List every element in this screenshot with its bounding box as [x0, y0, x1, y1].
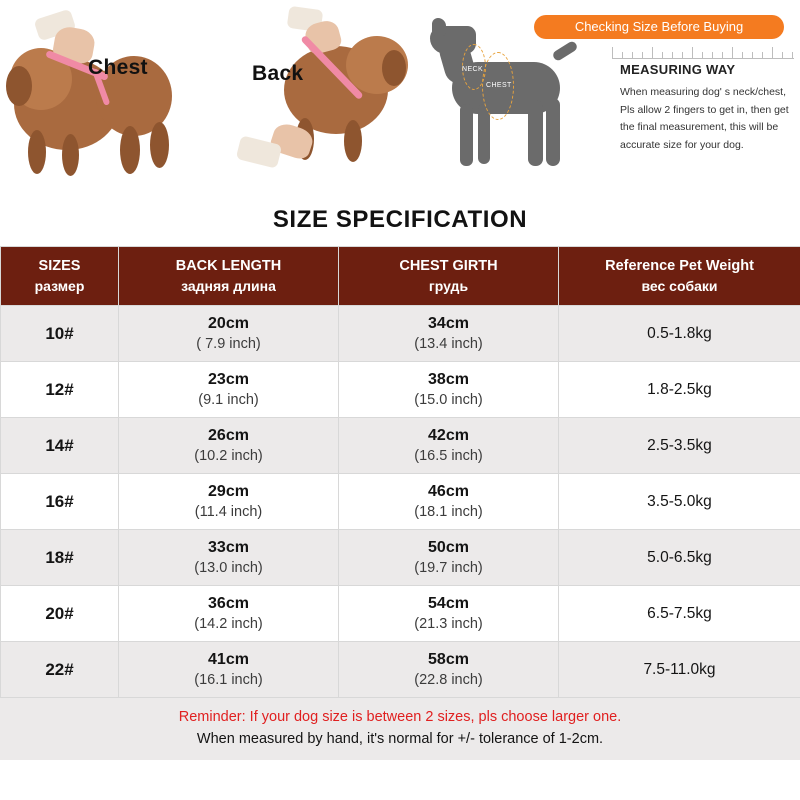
measuring-way-title: MEASURING WAY: [620, 62, 736, 77]
back-length-cm: 20cm: [208, 315, 249, 332]
dog-front-leg-2: [62, 134, 79, 176]
column-header-pet-weight-main: Reference Pet Weight: [605, 258, 754, 274]
cell-weight: 0.5-1.8kg: [559, 306, 800, 362]
chest-girth-cm: 50cm: [428, 539, 469, 556]
measuring-way-text: When measuring dog' s neck/chest, Pls allow 2 fingers to get in, then get the final measurement, this will be accurate size for your dog.: [620, 86, 789, 151]
column-header-chest-girth: [339, 247, 559, 306]
photo-chest-measurement: [0, 0, 230, 200]
chest-girth-inch: (19.7 inch): [414, 560, 483, 576]
cell-weight: 1.8-2.5kg: [559, 362, 800, 418]
cell-back-length: [119, 586, 339, 642]
cell-weight: 7.5-11.0kg: [559, 642, 800, 698]
dog-front-leg: [344, 120, 362, 162]
dog-front-leg: [28, 130, 46, 174]
column-header-chest-girth-main: CHEST GIRTH: [399, 258, 498, 274]
back-length-cm: 41cm: [208, 651, 249, 668]
chest-girth-inch: (15.0 inch): [414, 392, 483, 408]
column-header-sizes: [1, 247, 119, 306]
illustration-area: [0, 0, 800, 200]
tolerance-text: When measured by hand, it's normal for +/- tolerance of 1-2cm.: [196, 731, 604, 747]
table-row: [1, 474, 800, 530]
chest-girth-inch: (16.5 inch): [414, 448, 483, 464]
cell-back-length: [119, 362, 339, 418]
table-body: [1, 306, 800, 698]
chest-girth-cm: 42cm: [428, 427, 469, 444]
cell-chest-girth: [339, 306, 559, 362]
back-length-inch: ( 7.9 inch): [196, 336, 261, 352]
dog-rear-leg-2: [150, 122, 169, 168]
cell-chest-girth: [339, 642, 559, 698]
measuring-info-panel: [574, 0, 800, 200]
back-length-inch: (10.2 inch): [194, 448, 263, 464]
chest-girth-cm: 54cm: [428, 595, 469, 612]
photo-back-measurement: [232, 0, 422, 200]
back-length-inch: (16.1 inch): [194, 672, 263, 688]
column-header-chest-girth-sub: грудь: [428, 278, 469, 294]
chest-girth-cm: 46cm: [428, 483, 469, 500]
cell-back-length: [119, 642, 339, 698]
back-length-inch: (9.1 inch): [198, 392, 259, 408]
cell-chest-girth: [339, 362, 559, 418]
column-header-pet-weight-sub: вес собаки: [641, 278, 718, 294]
chest-girth-cm: 38cm: [428, 371, 469, 388]
cell-weight: 2.5-3.5kg: [559, 418, 800, 474]
table-header-row: [1, 247, 800, 306]
cell-back-length: [119, 418, 339, 474]
table-row: [1, 642, 800, 698]
chest-girth-inch: (13.4 inch): [414, 336, 483, 352]
silhouette-rear-leg: [528, 100, 543, 166]
chest-label: CHEST: [486, 82, 512, 89]
checking-size-badge: Checking Size Before Buying: [534, 15, 784, 39]
chest-girth-cm: 34cm: [428, 315, 469, 332]
column-header-sizes-sub: размер: [34, 278, 85, 294]
cell-size: 14#: [1, 418, 119, 474]
silhouette-front-leg: [460, 104, 473, 166]
page-title: SIZE SPECIFICATION: [272, 206, 528, 233]
column-header-back-length-main: BACK LENGTH: [175, 258, 282, 274]
cell-chest-girth: [339, 530, 559, 586]
chest-girth-inch: (22.8 inch): [414, 672, 483, 688]
silhouette-ear: [432, 18, 446, 36]
back-length-inch: (11.4 inch): [194, 504, 263, 520]
column-header-sizes-main: SIZES: [38, 258, 81, 274]
chest-girth-inch: (21.3 inch): [414, 616, 483, 632]
table-row: [1, 418, 800, 474]
back-length-cm: 26cm: [208, 427, 249, 444]
back-length-cm: 33cm: [208, 539, 249, 556]
cell-weight: 6.5-7.5kg: [559, 586, 800, 642]
photo-label-chest: Chest: [88, 56, 148, 79]
table-row: [1, 306, 800, 362]
back-length-inch: (14.2 inch): [194, 616, 263, 632]
back-length-cm: 23cm: [208, 371, 249, 388]
cell-weight: 5.0-6.5kg: [559, 530, 800, 586]
cell-weight: 3.5-5.0kg: [559, 474, 800, 530]
ruler-icon: [612, 46, 794, 59]
dog-rear-leg: [120, 126, 140, 174]
column-header-back-length-sub: задняя длина: [181, 278, 276, 294]
cell-back-length: [119, 530, 339, 586]
cell-size: 18#: [1, 530, 119, 586]
table-header: [1, 247, 800, 306]
back-length-inch: (13.0 inch): [194, 560, 263, 576]
table-row: [1, 530, 800, 586]
footer-note: [0, 698, 800, 760]
cell-back-length: [119, 306, 339, 362]
table-row: [1, 586, 800, 642]
silhouette-rear-leg-2: [546, 98, 560, 166]
cell-chest-girth: [339, 586, 559, 642]
dog-ear-shape: [6, 66, 32, 106]
size-specification-table: [0, 246, 800, 698]
silhouette-tail: [551, 40, 578, 62]
neck-label: NECK: [462, 66, 484, 73]
cell-size: 22#: [1, 642, 119, 698]
chest-girth-inch: (18.1 inch): [414, 504, 483, 520]
column-header-back-length: [119, 247, 339, 306]
photo-label-back: Back: [252, 62, 304, 85]
cell-size: 12#: [1, 362, 119, 418]
back-length-cm: 36cm: [208, 595, 249, 612]
cell-size: 10#: [1, 306, 119, 362]
chest-girth-cm: 58cm: [428, 651, 469, 668]
cell-size: 20#: [1, 586, 119, 642]
cell-size: 16#: [1, 474, 119, 530]
cell-back-length: [119, 474, 339, 530]
column-header-pet-weight: [559, 247, 800, 306]
reminder-text: Reminder: If your dog size is between 2 sizes, pls choose larger one.: [178, 709, 622, 725]
cell-chest-girth: [339, 474, 559, 530]
back-length-cm: 29cm: [208, 483, 249, 500]
table-row: [1, 362, 800, 418]
dog-ear-shape: [382, 50, 406, 86]
cell-chest-girth: [339, 418, 559, 474]
